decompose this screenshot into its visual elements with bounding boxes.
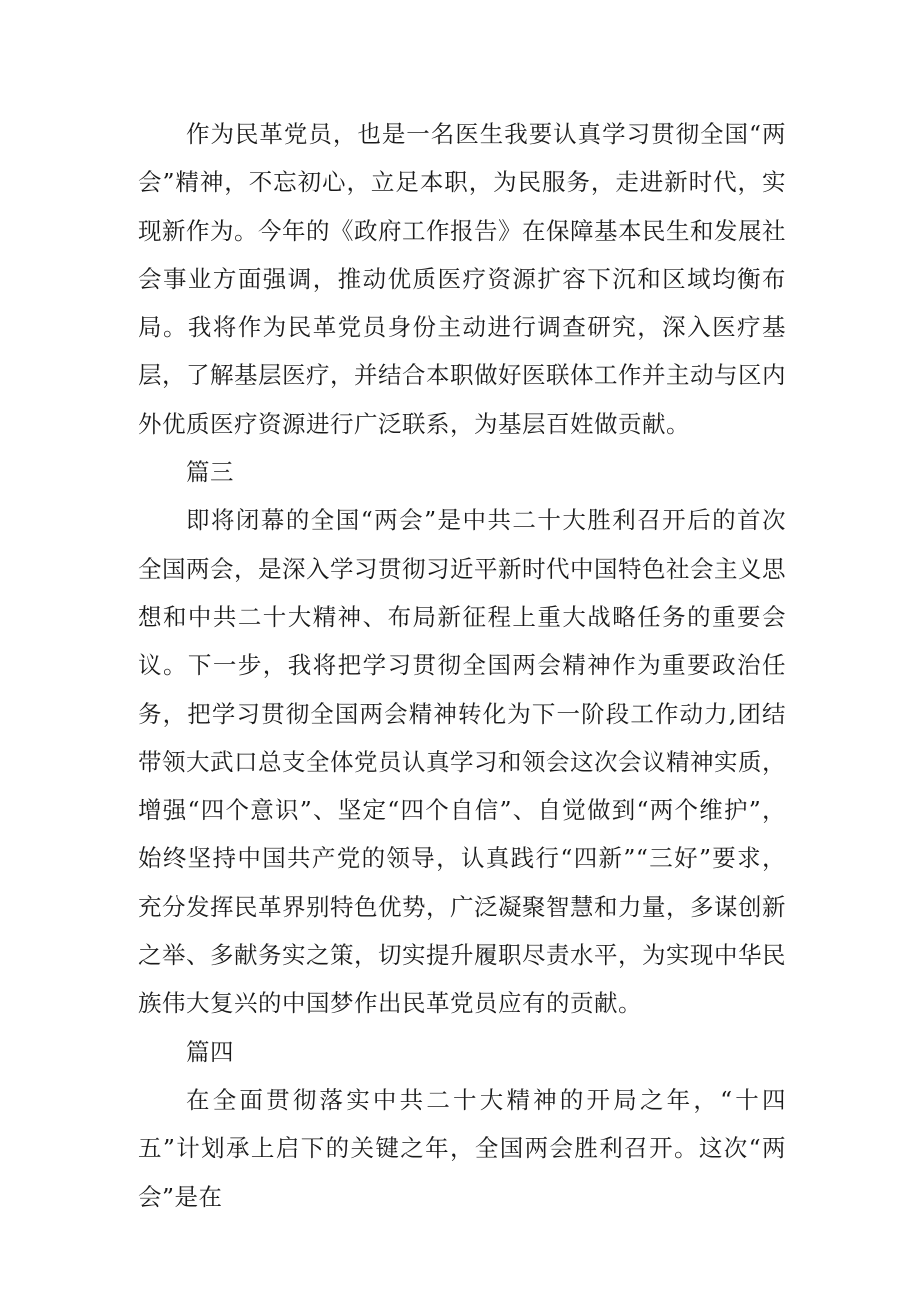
paragraph-part-three: 即将闭幕的全国“两会”是中共二十大胜利召开后的首次全国两会，是深入学习贯彻习近平新时代中国特色社会主义思想和中共二十大精神、布局新征程上重大战略任务的重要会议。下一步，我将把学习贯彻全国两会精神作为重要政治任务，把学习贯彻全国两会精神转化为下一阶段工作动力,团结带领大武口总支全体党员认真学习和领会这次会议精神实质，增强“四个意识”、坚定“四个自信”、自觉做到“两个维护”，始终坚持中国共产党的领导，认真践行“四新”“三好”要求，充分发挥民革界别特色优势，广泛凝聚智慧和力量，多谋创新之举、多献务实之策，切实提升履职尽责水平，为实现中华民族伟大复兴的中国梦作出民革党员应有的贡献。 <box>138 506 786 1018</box>
paragraph-part-four: 在全面贯彻落实中共二十大精神的开局之年，“十四五”计划承上启下的关键之年，全国两会胜利召开。这次“两会”是在 <box>138 1085 786 1211</box>
section-heading-part-four: 篇四 <box>186 1037 234 1066</box>
document-body <box>138 110 786 1221</box>
section-heading-part-three: 篇三 <box>186 458 234 487</box>
paragraph-doctor-commitment: 作为民革党员，也是一名医生我要认真学习贯彻全国“两会”精神，不忘初心，立足本职，为民服务，走进新时代，实现新作为。今年的《政府工作报告》在保障基本民生和发展社会事业方面强调，推动优质医疗资源扩容下沉和区域均衡布局。我将作为民革党员身份主动进行调查研究，深入医疗基层，了解基层医疗，并结合本职做好医联体工作并主动与区内外优质医疗资源进行广泛联系，为基层百姓做贡献。 <box>138 120 786 438</box>
